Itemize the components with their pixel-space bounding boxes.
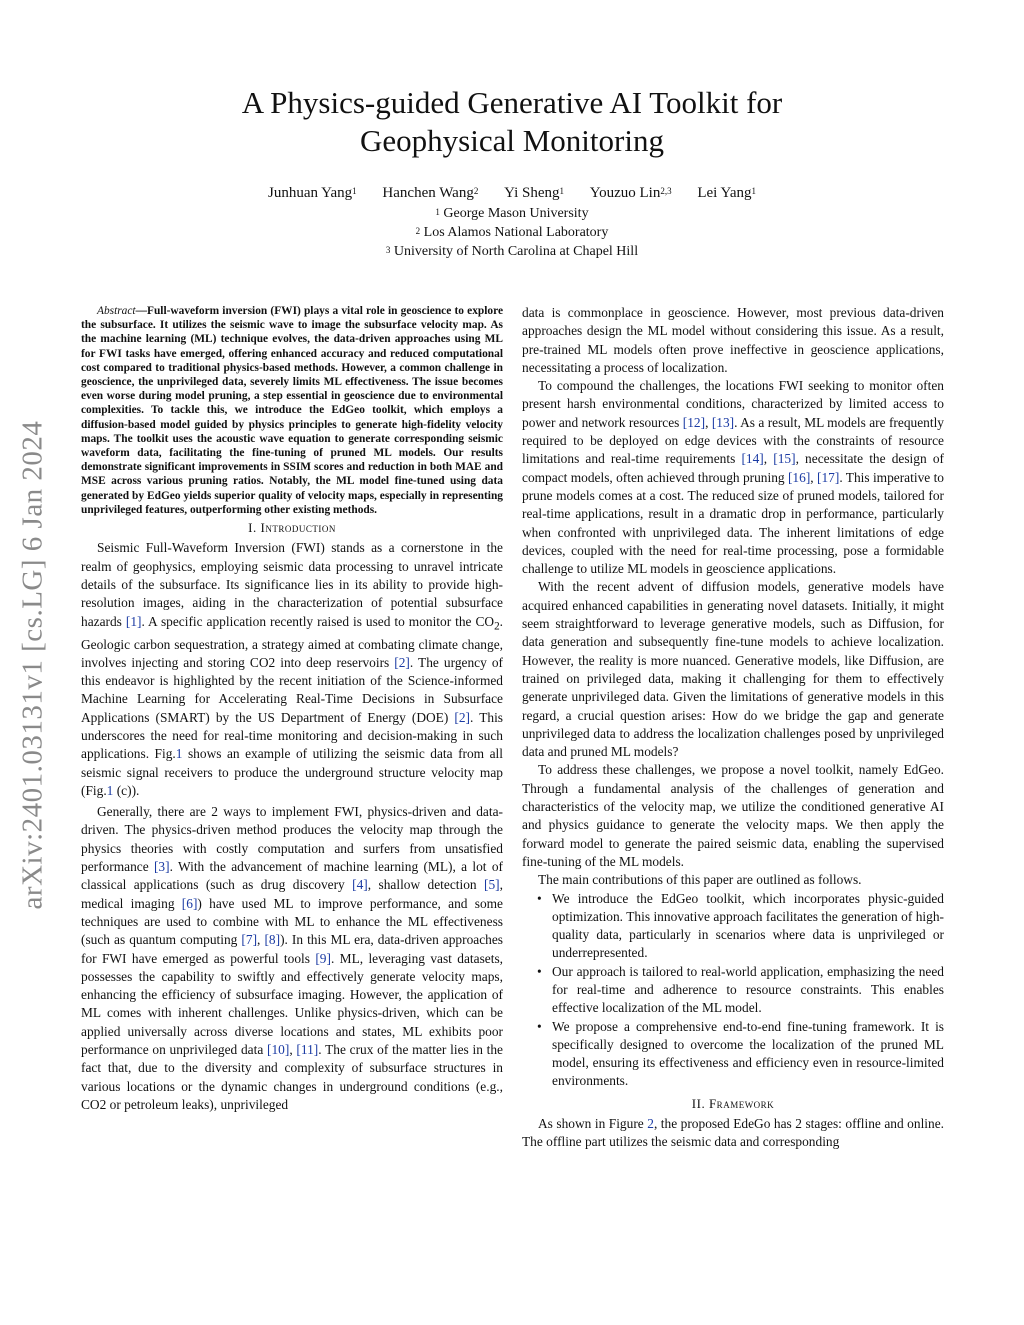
affiliation: $^2$ Los Alamos National Laboratory <box>415 225 609 240</box>
citation-link[interactable]: [3] <box>153 859 170 875</box>
paragraph: With the recent advent of diffusion models, generative models have acquired enhanced capabilities in generating novel datasets. Initially, it might seem straightforward to leverage generative models, such as Diffusion, for data generation and subsequently fine-tune models to achieve localization. However, the reality is more nuanced. Generative models, like Diffusion, are trained on privileged data, making it challenging for them to effectively generate unprivileged data. Given the limitations of generative models in this regard, a crucial question arises: How do we bridge the gap and generate unprivileged data to address the localization challenges posed by unprivileged data and pruned ML models? <box>522 579 944 760</box>
citation-link[interactable]: [10] <box>267 1042 290 1058</box>
citation-link[interactable]: [4] <box>352 877 368 893</box>
right-column <box>522 304 944 1152</box>
list-item: • Our approach is tailored to real-world application, emphasizing the need for real-time and adherence to resource constraints. This enables effective localization of the ML model. <box>522 963 944 1018</box>
arxiv-id: arXiv:2401.03131v1 [cs.LG] 6 Jan 2024 <box>16 420 49 910</box>
citation-link[interactable]: [16] <box>787 469 811 485</box>
list-item: • We introduce the EdGeo toolkit, which incorporates physic-guided optimization. This innovative approach facilitates the generation of high-quality data, particularly in scenarios where data is unprivileged or underrepresented. <box>522 890 944 963</box>
citation-link[interactable]: [6] <box>181 895 198 911</box>
figure-link[interactable]: 1 <box>175 746 183 762</box>
arxiv-sidebar <box>8 370 58 960</box>
author: Youzuo Lin$^{2,3}$ <box>589 185 672 201</box>
citation-link[interactable]: [11] <box>296 1042 319 1058</box>
citation-link[interactable]: [1] <box>125 613 142 629</box>
left-column <box>81 304 503 1114</box>
paragraph: Seismic Full-Waveform Inversion (FWI) stands as a cornerstone in the realm of geophysics, employing seismic data processing to unravel intricate details of the subsurface. Its significance lies in its ability to provide high-resolution images, aiding in the characterization of potential subsurface hazards [1]. A specific application recently raised is used to monitor the $CO_2$. Geologic carbon sequestration, a strategy aimed at combating climate change, involves injecting and storing CO2 into deep reservoirs [2]. The urgency of this endeavor is highlighted by the recent initiation of the Science-informed Machine Learning for Accelerating Real-Time Decisions in Subsurface Applications (SMART) by the US Department of Energy (DOE) [2]. This underscores the need for real-time monitoring and decision-making in such applications. Fig.1 shows an example of utilizing the seismic data from all seismic signal receivers to produce the underground structure velocity map (Fig.1 (c)). <box>81 540 503 798</box>
list-item: • We propose a comprehensive end-to-end fine-tuning framework. It is specifically designed to overcome the localization of the pruned ML model, ensuring its effectiveness and efficiency even in resource-limited environments. <box>522 1018 944 1091</box>
section-heading-introduction: I. Introduction <box>248 520 336 536</box>
author: Hanchen Wang$^2$ <box>382 185 479 201</box>
section-heading-framework: II. Framework <box>691 1095 775 1111</box>
figure-link[interactable]: 2 <box>647 1116 654 1132</box>
citation-link[interactable]: [9] <box>315 950 331 966</box>
paper-title: A Physics-guided Generative AI Toolkit for Geophysical Monitoring <box>241 85 783 158</box>
paragraph: As shown in Figure 2, the proposed EdeGo has 2 stages: offline and online. The offline part utilizes the seismic data and corresponding <box>522 1116 945 1150</box>
citation-link[interactable]: [12] <box>682 414 706 430</box>
citation-link[interactable]: [14] <box>741 451 764 467</box>
paragraph: To compound the challenges, the locations FWI seeking to monitor often present harsh environmental conditions, characterized by limited access to power and network resources [12], [13]. As a result, ML models are frequently required to be deployed on edge devices with the constraints of resource limitations and real-time requirements [14], [15], necessitate the design of compact models, often achieved through pruning [16], [17]. This imperative to prune models comes at a cost. The reduced size of pruned models, tailored for real-time applications, result in a dramatic drop in performance, particularly when confronted with unprivileged data. The inherent limitations of edge devices, coupled with the need for real-time processing, pose a formidable challenge to utilize ML models in geoscience applications. <box>522 378 944 577</box>
paragraph: data is commonplace in geoscience. However, most previous data-driven approaches design the ML model without considering this issue. As a result, pre-trained ML models often prove ineffective in geoscience applications, necessitating a process of localization. <box>522 305 944 375</box>
citation-link[interactable]: [15] <box>773 451 796 467</box>
author-list <box>130 184 894 202</box>
abstract: Abstract—Full-waveform inversion (FWI) plays a vital role in geoscience to explore the subsurface. It utilizes the seismic wave to image the subsurface velocity map. As the machine learning (ML) technique evolves, the data-driven approaches using ML for FWI tasks have emerged, offering enhanced accuracy and reduced computational cost compared to traditional physics-based methods. However, a common challenge in geoscience, the unprivileged data, severely limits ML effectiveness. The issue becomes even worse during model pruning, a step essential in geoscience due to environmental complexities. To tackle this, we introduce the EdGeo toolkit, which employs a diffusion-based model guided by physics principles to generate high-fidelity velocity maps. The toolkit uses the acoustic wave equation to generate corresponding seismic waveform data, facilitating the fine-tuning of pruned ML models. Our results demonstrate significant improvements in SSIM scores and reduction in both MAE and MSE across various pruning ratios. Notably, the ML model fine-tuned using data generated by EdGeo yields superior quality of velocity maps, especially in representing unprivileged features, outperforming other existing methods. <box>81 305 503 516</box>
citation-link[interactable]: [17] <box>817 469 840 485</box>
figure-link[interactable]: 1 <box>106 782 114 798</box>
author: Yi Sheng$^1$ <box>504 185 565 201</box>
affiliation: $^3$ University of North Carolina at Chapel Hill <box>385 244 639 259</box>
author: Junhuan Yang$^1$ <box>267 185 357 201</box>
citation-link[interactable]: [13] <box>711 414 735 430</box>
citation-link[interactable]: [7] <box>241 932 258 948</box>
citation-link[interactable]: [2] <box>454 709 471 725</box>
contribution-list <box>522 890 944 1091</box>
affiliation: $^1$ George Mason University <box>435 206 589 221</box>
citation-link[interactable]: [2] <box>394 654 410 670</box>
paragraph: To address these challenges, we propose a novel toolkit, namely EdGeo. Through a fundamental analysis of the challenges of generation and characteristics of the velocity map, we utilize the conditioned generative AI and physics guidance to generate the velocity maps. We then apply the forward model to generate the paired seismic data, enabling the supervised fine-tuning of the ML models. <box>522 762 944 869</box>
citation-link[interactable]: [5] <box>484 877 500 893</box>
citation-link[interactable]: [8] <box>264 932 281 948</box>
author: Lei Yang$^1$ <box>697 185 757 201</box>
paragraph: Generally, there are 2 ways to implement FWI, physics-driven and data-driven. The physics-driven method produces the velocity map through the physics theories with costly computation and surfers from unsatisfied performance [3]. With the advancement of machine learning (ML), a lot of classical applications (such as drug discovery [4], shallow detection [5], medical imaging [6]) have used ML to improve performance, and some techniques are used to combine with ML to enhance the ML effectiveness (such as quantum computing [7], [8]). In this ML era, data-driven approaches for FWI have emerged as powerful tools [9]. ML, leveraging vast datasets, possesses the capability to swiftly and effectively generate velocity maps, enhancing the efficiency of subsurface imaging. However, the application of ML comes with inherent challenges. Unlike physics-driven, which can be applied universally across diverse locations and states, ML exhibits poor performance on unprivileged data [10], [11]. The crux of the matter lies in the fact that, due to the diversity and complexity of subsurface structures in various locations or the dynamic changes in underground conditions (e.g., CO2 or petroleum leaks), unprivileged <box>81 804 504 1112</box>
paragraph: The main contributions of this paper are outlined as follows. <box>538 872 862 888</box>
